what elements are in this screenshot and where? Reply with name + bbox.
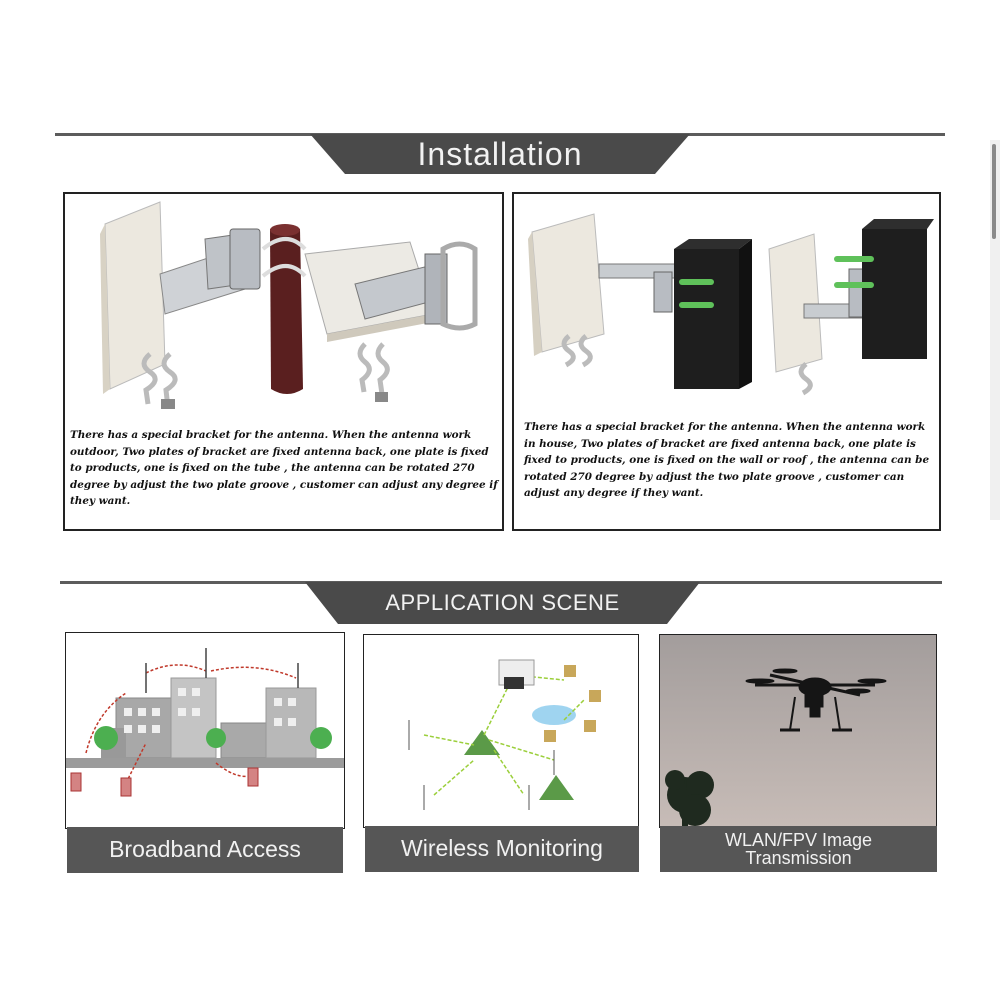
drone-scene-image [659,634,937,828]
outdoor-antenna-right-image [305,242,475,402]
outdoor-description: There has a special bracket for the antenna. When the antenna work outdoor, Two plates of bracket are fixed antenna back, one plate is fixed to products, one is fixed on the tube , the antenna can be rotated 270 degree by adjust the two plate groove , customer can adjust any degree if they want. [70,429,498,507]
outdoor-bracket-illustration [65,194,502,419]
monitoring-caption: Wireless Monitoring [365,826,639,872]
installation-title: Installation [417,136,583,172]
monitoring-scene-image [363,634,639,828]
indoor-antenna-right-image [769,219,934,393]
indoor-installation-panel [512,192,941,531]
drone-caption-line2: Transmission [745,848,852,868]
drone-photo [660,635,936,827]
city-network-illustration [66,633,344,828]
indoor-bracket-illustration [514,194,939,409]
indoor-description: There has a special bracket for the antenna. When the antenna work in house, Two plates of bracket are fixed antenna back, one plate is fixed to products, one is fixed on the wall or roof , the antenna can be rotated 270 degree by adjust the two plate groove , customer can adjust any degree if they want. [524,421,930,499]
drone-caption [660,826,937,872]
broadband-caption: Broadband Access [67,827,343,873]
monitoring-network-illustration [364,635,638,827]
application-title: APPLICATION SCENE [385,590,620,615]
outdoor-antenna-left-image [100,202,305,409]
indoor-antenna-left-image [528,214,752,389]
drone-caption-line1: WLAN/FPV Image [724,830,873,850]
broadband-scene-image [65,632,345,829]
scrollbar-shadow[interactable] [978,140,1000,520]
outdoor-installation-panel [63,192,504,531]
